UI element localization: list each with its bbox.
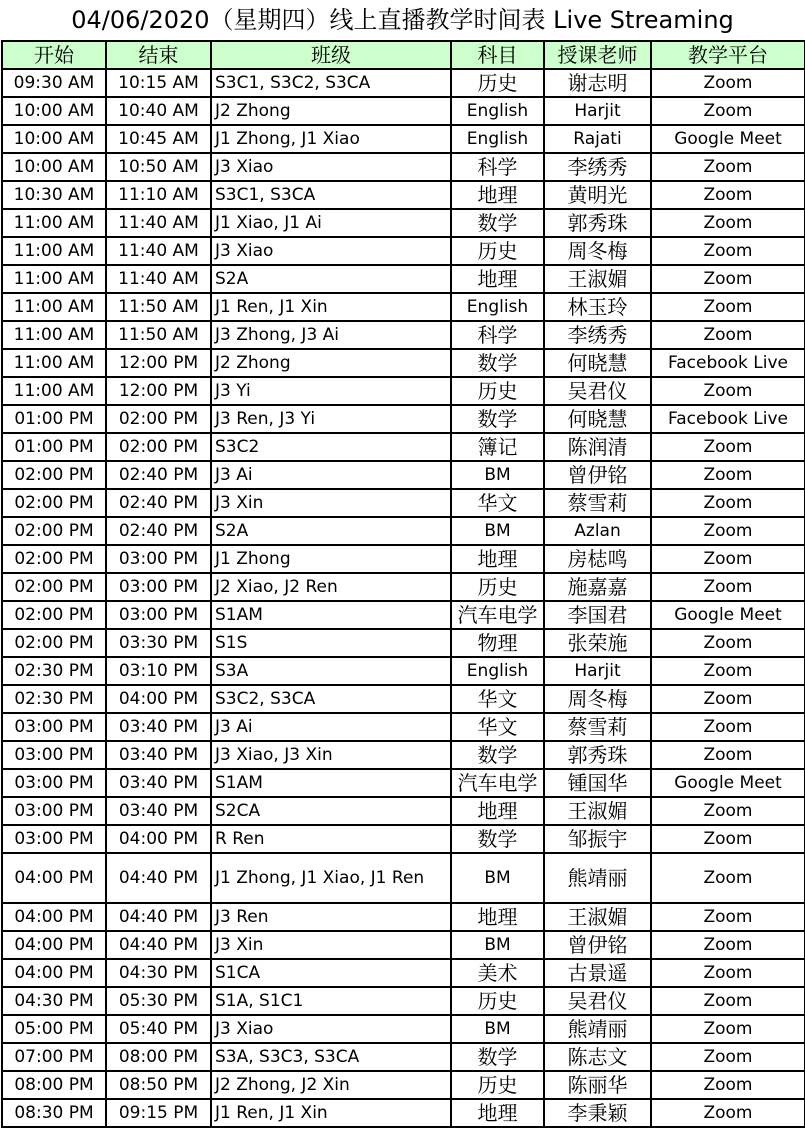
subject-cell: BM (451, 853, 544, 903)
subject-cell: 地理 (451, 181, 544, 209)
subject-cell: 数学 (451, 741, 544, 769)
end-time: 11:40 AM (106, 237, 211, 265)
platform-cell: Google Meet (651, 601, 805, 629)
table-row (2, 903, 805, 931)
table-row (2, 629, 805, 657)
class-cell: S1S (211, 629, 451, 657)
class-cell: S1CA (211, 959, 451, 987)
class-cell: J3 Xiao (211, 1015, 451, 1043)
table-row (2, 1043, 805, 1071)
class-cell: S2CA (211, 797, 451, 825)
class-cell: S3A, S3C3, S3CA (211, 1043, 451, 1071)
subject-cell: 数学 (451, 209, 544, 237)
platform-cell: Zoom (651, 1043, 805, 1071)
platform-cell: Zoom (651, 461, 805, 489)
teacher-cell: Harjit (544, 97, 651, 125)
teacher-cell: 熊靖丽 (544, 853, 651, 903)
col-header-teacher: 授课老师 (544, 41, 651, 69)
end-time: 04:30 PM (106, 959, 211, 987)
teacher-cell: 熊靖丽 (544, 1015, 651, 1043)
end-time: 11:40 AM (106, 265, 211, 293)
platform-cell: Zoom (651, 1015, 805, 1043)
start-time: 11:00 AM (2, 209, 106, 237)
teacher-cell: 曾伊铭 (544, 461, 651, 489)
platform-cell: Facebook Live (651, 349, 805, 377)
subject-cell: English (451, 657, 544, 685)
start-time: 04:00 PM (2, 959, 106, 987)
class-cell: J1 Zhong, J1 Xiao (211, 125, 451, 153)
end-time: 04:40 PM (106, 931, 211, 959)
platform-cell: Zoom (651, 1099, 805, 1127)
platform-cell: Zoom (651, 377, 805, 405)
class-cell: J3 Ai (211, 461, 451, 489)
start-time: 11:00 AM (2, 265, 106, 293)
platform-cell: Zoom (651, 293, 805, 321)
end-time: 10:40 AM (106, 97, 211, 125)
platform-cell: Zoom (651, 153, 805, 181)
subject-cell: 汽车电学 (451, 769, 544, 797)
table-row (2, 931, 805, 959)
start-time: 10:00 AM (2, 97, 106, 125)
timetable (1, 40, 805, 1128)
class-cell: S3C1, S3CA (211, 181, 451, 209)
teacher-cell: 房梽鸣 (544, 545, 651, 573)
table-row (2, 377, 805, 405)
start-time: 02:00 PM (2, 461, 106, 489)
end-time: 12:00 PM (106, 349, 211, 377)
subject-cell: BM (451, 1015, 544, 1043)
teacher-cell: 蔡雪莉 (544, 713, 651, 741)
header-row (2, 41, 805, 69)
subject-cell: BM (451, 461, 544, 489)
class-cell: S1AM (211, 601, 451, 629)
teacher-cell: 谢志明 (544, 69, 651, 97)
class-cell: S3C1, S3C2, S3CA (211, 69, 451, 97)
table-row (2, 517, 805, 545)
end-time: 03:40 PM (106, 713, 211, 741)
class-cell: S3C2 (211, 433, 451, 461)
table-row (2, 853, 805, 903)
platform-cell: Zoom (651, 517, 805, 545)
platform-cell: Zoom (651, 797, 805, 825)
end-time: 03:10 PM (106, 657, 211, 685)
subject-cell: 美术 (451, 959, 544, 987)
table-row (2, 1099, 805, 1127)
subject-cell: 物理 (451, 629, 544, 657)
table-row (2, 489, 805, 517)
subject-cell: 科学 (451, 321, 544, 349)
subject-cell: 华文 (451, 489, 544, 517)
subject-cell: 簿记 (451, 433, 544, 461)
start-time: 03:00 PM (2, 825, 106, 853)
end-time: 11:50 AM (106, 293, 211, 321)
table-row (2, 1015, 805, 1043)
end-time: 10:15 AM (106, 69, 211, 97)
subject-cell: 地理 (451, 797, 544, 825)
teacher-cell: 陈润清 (544, 433, 651, 461)
class-cell: J2 Zhong (211, 349, 451, 377)
col-header-end: 结束 (106, 41, 211, 69)
start-time: 02:30 PM (2, 685, 106, 713)
table-row (2, 601, 805, 629)
page-title: 04/06/2020（星期四）线上直播教学时间表 Live Streaming (71, 6, 734, 34)
teacher-cell: 何晓慧 (544, 405, 651, 433)
end-time: 04:40 PM (106, 903, 211, 931)
teacher-cell: 何晓慧 (544, 349, 651, 377)
subject-cell: 数学 (451, 349, 544, 377)
subject-cell: English (451, 293, 544, 321)
teacher-cell: 曾伊铭 (544, 931, 651, 959)
table-row (2, 321, 805, 349)
platform-cell: Zoom (651, 69, 805, 97)
end-time: 11:10 AM (106, 181, 211, 209)
class-cell: J3 Zhong, J3 Ai (211, 321, 451, 349)
subject-cell: 华文 (451, 713, 544, 741)
subject-cell: BM (451, 517, 544, 545)
class-cell: S2A (211, 265, 451, 293)
platform-cell: Zoom (651, 959, 805, 987)
class-cell: J3 Xin (211, 931, 451, 959)
table-row (2, 433, 805, 461)
end-time: 09:15 PM (106, 1099, 211, 1127)
start-time: 03:00 PM (2, 713, 106, 741)
teacher-cell: 郭秀珠 (544, 741, 651, 769)
start-time: 11:00 AM (2, 377, 106, 405)
end-time: 11:50 AM (106, 321, 211, 349)
start-time: 03:00 PM (2, 769, 106, 797)
start-time: 08:00 PM (2, 1071, 106, 1099)
start-time: 05:00 PM (2, 1015, 106, 1043)
teacher-cell: 李国君 (544, 601, 651, 629)
teacher-cell: 周冬梅 (544, 237, 651, 265)
subject-cell: 华文 (451, 685, 544, 713)
teacher-cell: 林玉玲 (544, 293, 651, 321)
class-cell: J3 Xin (211, 489, 451, 517)
end-time: 03:40 PM (106, 769, 211, 797)
end-time: 02:00 PM (106, 405, 211, 433)
end-time: 02:40 PM (106, 461, 211, 489)
teacher-cell: 王淑媚 (544, 797, 651, 825)
end-time: 05:40 PM (106, 1015, 211, 1043)
teacher-cell: 吴君仪 (544, 377, 651, 405)
table-row (2, 125, 805, 153)
platform-cell: Zoom (651, 1071, 805, 1099)
class-cell: J1 Xiao, J1 Ai (211, 209, 451, 237)
table-row (2, 153, 805, 181)
end-time: 03:00 PM (106, 601, 211, 629)
teacher-cell: Rajati (544, 125, 651, 153)
start-time: 10:00 AM (2, 125, 106, 153)
end-time: 04:40 PM (106, 853, 211, 903)
class-cell: J3 Xiao (211, 237, 451, 265)
platform-cell: Zoom (651, 825, 805, 853)
end-time: 02:40 PM (106, 517, 211, 545)
start-time: 02:00 PM (2, 545, 106, 573)
teacher-cell: 锺国华 (544, 769, 651, 797)
class-cell: J2 Zhong (211, 97, 451, 125)
subject-cell: 地理 (451, 1099, 544, 1127)
platform-cell: Zoom (651, 181, 805, 209)
start-time: 02:00 PM (2, 489, 106, 517)
start-time: 10:30 AM (2, 181, 106, 209)
teacher-cell: 王淑媚 (544, 903, 651, 931)
teacher-cell: 施嘉嘉 (544, 573, 651, 601)
class-cell: J1 Ren, J1 Xin (211, 1099, 451, 1127)
end-time: 10:50 AM (106, 153, 211, 181)
platform-cell: Zoom (651, 987, 805, 1015)
end-time: 12:00 PM (106, 377, 211, 405)
subject-cell: English (451, 125, 544, 153)
teacher-cell: Harjit (544, 657, 651, 685)
table-row (2, 349, 805, 377)
platform-cell: Zoom (651, 489, 805, 517)
end-time: 10:45 AM (106, 125, 211, 153)
table-row (2, 545, 805, 573)
subject-cell: 地理 (451, 903, 544, 931)
class-cell: J3 Yi (211, 377, 451, 405)
end-time: 03:00 PM (106, 545, 211, 573)
subject-cell: 历史 (451, 987, 544, 1015)
start-time: 01:00 PM (2, 405, 106, 433)
start-time: 11:00 AM (2, 237, 106, 265)
start-time: 04:00 PM (2, 931, 106, 959)
start-time: 09:30 AM (2, 69, 106, 97)
table-row (2, 405, 805, 433)
teacher-cell: 蔡雪莉 (544, 489, 651, 517)
platform-cell: Zoom (651, 903, 805, 931)
platform-cell: Facebook Live (651, 405, 805, 433)
class-cell: S3C2, S3CA (211, 685, 451, 713)
class-cell: S1A, S1C1 (211, 987, 451, 1015)
subject-cell: 数学 (451, 1043, 544, 1071)
teacher-cell: 陈丽华 (544, 1071, 651, 1099)
platform-cell: Zoom (651, 97, 805, 125)
teacher-cell: Azlan (544, 517, 651, 545)
start-time: 02:00 PM (2, 601, 106, 629)
col-header-class: 班级 (211, 41, 451, 69)
end-time: 03:40 PM (106, 797, 211, 825)
class-cell: J1 Zhong (211, 545, 451, 573)
class-cell: J1 Zhong, J1 Xiao, J1 Ren (211, 853, 451, 903)
start-time: 02:30 PM (2, 657, 106, 685)
start-time: 04:00 PM (2, 903, 106, 931)
end-time: 05:30 PM (106, 987, 211, 1015)
end-time: 02:00 PM (106, 433, 211, 461)
teacher-cell: 李绣秀 (544, 153, 651, 181)
end-time: 02:40 PM (106, 489, 211, 517)
end-time: 03:40 PM (106, 741, 211, 769)
col-header-start: 开始 (2, 41, 106, 69)
subject-cell: 地理 (451, 545, 544, 573)
subject-cell: 历史 (451, 1071, 544, 1099)
teacher-cell: 王淑媚 (544, 265, 651, 293)
teacher-cell: 郭秀珠 (544, 209, 651, 237)
end-time: 08:00 PM (106, 1043, 211, 1071)
start-time: 03:00 PM (2, 797, 106, 825)
platform-cell: Zoom (651, 629, 805, 657)
start-time: 03:00 PM (2, 741, 106, 769)
teacher-cell: 吴君仪 (544, 987, 651, 1015)
table-row (2, 209, 805, 237)
platform-cell: Google Meet (651, 125, 805, 153)
platform-cell: Zoom (651, 237, 805, 265)
class-cell: J3 Xiao (211, 153, 451, 181)
platform-cell: Zoom (651, 853, 805, 903)
subject-cell: English (451, 97, 544, 125)
platform-cell: Zoom (651, 433, 805, 461)
table-row (2, 1071, 805, 1099)
class-cell: J1 Ren, J1 Xin (211, 293, 451, 321)
class-cell: J3 Ai (211, 713, 451, 741)
start-time: 10:00 AM (2, 153, 106, 181)
end-time: 03:00 PM (106, 573, 211, 601)
subject-cell: 汽车电学 (451, 601, 544, 629)
start-time: 01:00 PM (2, 433, 106, 461)
teacher-cell: 李绣秀 (544, 321, 651, 349)
teacher-cell: 陈志文 (544, 1043, 651, 1071)
table-row (2, 685, 805, 713)
start-time: 04:00 PM (2, 853, 106, 903)
table-row (2, 237, 805, 265)
table-row (2, 797, 805, 825)
table-row (2, 741, 805, 769)
subject-cell: 历史 (451, 573, 544, 601)
end-time: 11:40 AM (106, 209, 211, 237)
platform-cell: Google Meet (651, 769, 805, 797)
end-time: 08:50 PM (106, 1071, 211, 1099)
class-cell: J3 Ren (211, 903, 451, 931)
teacher-cell: 黄明光 (544, 181, 651, 209)
platform-cell: Zoom (651, 265, 805, 293)
table-row (2, 181, 805, 209)
teacher-cell: 张荣施 (544, 629, 651, 657)
class-cell: J2 Xiao, J2 Ren (211, 573, 451, 601)
platform-cell: Zoom (651, 931, 805, 959)
table-row (2, 769, 805, 797)
table-row (2, 461, 805, 489)
class-cell: J3 Ren, J3 Yi (211, 405, 451, 433)
subject-cell: 科学 (451, 153, 544, 181)
table-row (2, 97, 805, 125)
platform-cell: Zoom (651, 741, 805, 769)
teacher-cell: 邹振宇 (544, 825, 651, 853)
col-header-platform: 教学平台 (651, 41, 805, 69)
start-time: 08:30 PM (2, 1099, 106, 1127)
table-row (2, 825, 805, 853)
class-cell: J3 Xiao, J3 Xin (211, 741, 451, 769)
end-time: 04:00 PM (106, 825, 211, 853)
start-time: 07:00 PM (2, 1043, 106, 1071)
teacher-cell: 周冬梅 (544, 685, 651, 713)
platform-cell: Zoom (651, 545, 805, 573)
start-time: 04:30 PM (2, 987, 106, 1015)
subject-cell: 历史 (451, 237, 544, 265)
subject-cell: 地理 (451, 265, 544, 293)
platform-cell: Zoom (651, 209, 805, 237)
class-cell: R Ren (211, 825, 451, 853)
end-time: 04:00 PM (106, 685, 211, 713)
table-row (2, 959, 805, 987)
col-header-subject: 科目 (451, 41, 544, 69)
table-row (2, 657, 805, 685)
start-time: 11:00 AM (2, 293, 106, 321)
table-row (2, 265, 805, 293)
platform-cell: Zoom (651, 685, 805, 713)
platform-cell: Zoom (651, 713, 805, 741)
table-row (2, 573, 805, 601)
class-cell: J2 Zhong, J2 Xin (211, 1071, 451, 1099)
start-time: 11:00 AM (2, 321, 106, 349)
class-cell: S2A (211, 517, 451, 545)
teacher-cell: 古景遥 (544, 959, 651, 987)
subject-cell: 数学 (451, 405, 544, 433)
table-row (2, 987, 805, 1015)
subject-cell: 历史 (451, 69, 544, 97)
platform-cell: Zoom (651, 321, 805, 349)
start-time: 11:00 AM (2, 349, 106, 377)
table-row (2, 293, 805, 321)
start-time: 02:00 PM (2, 517, 106, 545)
class-cell: S1AM (211, 769, 451, 797)
teacher-cell: 李秉颖 (544, 1099, 651, 1127)
platform-cell: Zoom (651, 573, 805, 601)
table-row (2, 69, 805, 97)
subject-cell: 历史 (451, 377, 544, 405)
platform-cell: Zoom (651, 657, 805, 685)
table-row (2, 713, 805, 741)
start-time: 02:00 PM (2, 573, 106, 601)
subject-cell: BM (451, 931, 544, 959)
class-cell: S3A (211, 657, 451, 685)
end-time: 03:30 PM (106, 629, 211, 657)
subject-cell: 数学 (451, 825, 544, 853)
start-time: 02:00 PM (2, 629, 106, 657)
